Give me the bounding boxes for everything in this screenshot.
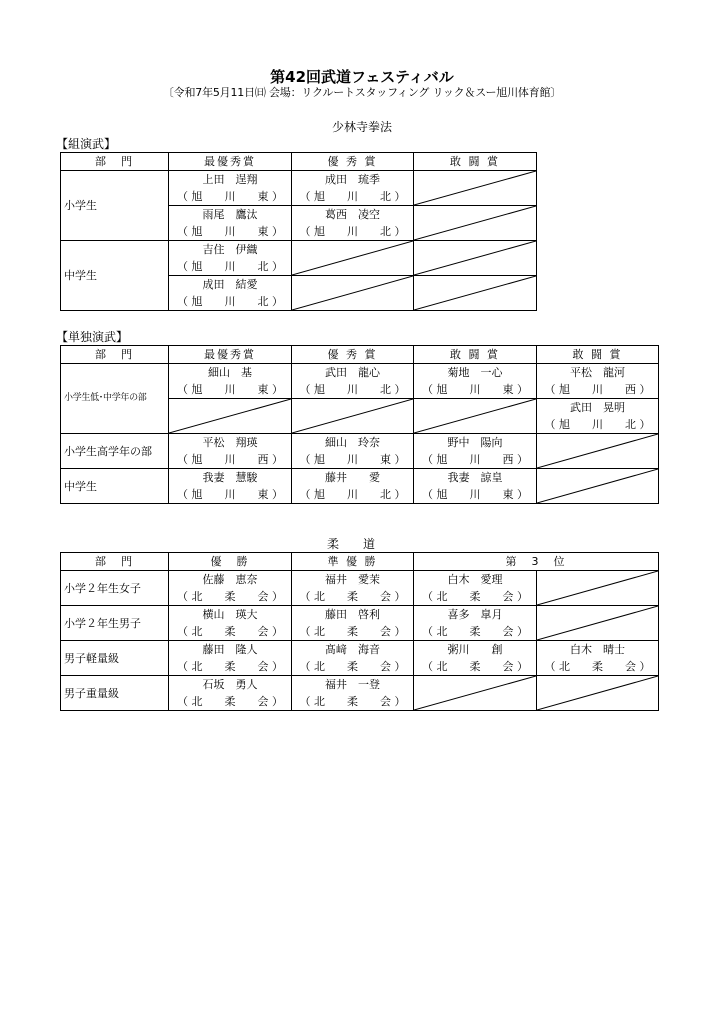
winner-name: 喜多 皐月 <box>414 606 537 624</box>
winner-name: 上田 逞翔 <box>169 171 292 189</box>
table-row <box>61 469 659 487</box>
kumi-enbu-table <box>60 152 537 311</box>
category-cell: 小学生 <box>61 171 169 241</box>
header-third-place: 第 3 位 <box>414 553 659 571</box>
winner-affiliation: （ 旭 川 東 ） <box>414 381 537 399</box>
empty-cell <box>537 571 659 606</box>
empty-cell <box>292 276 414 311</box>
winner-name: 白木 愛理 <box>414 571 537 589</box>
empty-cell <box>414 676 537 711</box>
header-bumon: 部 門 <box>61 346 169 364</box>
winner-name: 葛西 凌空 <box>292 206 414 224</box>
header-kanto: 敢 闘 賞 <box>414 346 537 364</box>
winner-affiliation: （ 旭 川 東 ） <box>169 188 292 206</box>
table-row <box>61 171 537 189</box>
winner-affiliation: （ 旭 川 北 ） <box>169 258 292 276</box>
category-cell: 男子重量級 <box>61 676 169 711</box>
header-saiyushu: 最優秀賞 <box>169 153 292 171</box>
header-bumon: 部 門 <box>61 553 169 571</box>
winner-name: 我妻 諒皇 <box>414 469 537 487</box>
winner-affiliation: （ 北 柔 会 ） <box>169 658 292 676</box>
winner-affiliation: （ 北 柔 会 ） <box>169 693 292 711</box>
winner-affiliation: （ 北 柔 会 ） <box>414 588 537 606</box>
winner-affiliation: （ 旭 川 西 ） <box>414 451 537 469</box>
winner-affiliation: （ 北 柔 会 ） <box>292 623 414 641</box>
winner-affiliation: （ 北 柔 会 ） <box>414 623 537 641</box>
header-junyusho: 準 優 勝 <box>292 553 414 571</box>
category-cell: 中学生 <box>61 469 169 504</box>
winner-name: 武田 龍心 <box>292 364 414 382</box>
winner-name: 成田 琉季 <box>292 171 414 189</box>
page-title: 第42回武道フェスティバル <box>270 68 454 86</box>
category-cell: 小学２年生女子 <box>61 571 169 606</box>
winner-affiliation: （ 旭 川 北 ） <box>292 188 414 206</box>
empty-cell <box>414 241 537 276</box>
empty-cell <box>414 399 537 434</box>
winner-affiliation: （ 北 柔 会 ） <box>537 658 659 676</box>
winner-affiliation: （ 北 柔 会 ） <box>169 623 292 641</box>
winner-name: 藤田 啓利 <box>292 606 414 624</box>
winner-name: 粥川 創 <box>414 641 537 659</box>
winner-affiliation: （ 旭 川 北 ） <box>292 486 414 504</box>
winner-affiliation: （ 旭 川 北 ） <box>537 416 659 434</box>
tandoku-enbu-label: 【単独演武】 <box>56 330 129 344</box>
table-row <box>61 571 659 589</box>
winner-affiliation: （ 北 柔 会 ） <box>292 658 414 676</box>
winner-affiliation: （ 北 柔 会 ） <box>292 588 414 606</box>
table-row <box>61 676 659 694</box>
winner-name: 藤井 愛 <box>292 469 414 487</box>
header-bumon: 部 門 <box>61 153 169 171</box>
winner-name: 細山 基 <box>169 364 292 382</box>
table-row <box>61 241 537 259</box>
table-header-row <box>61 153 537 171</box>
winner-name: 福井 愛茉 <box>292 571 414 589</box>
category-cell: 中学生 <box>61 241 169 311</box>
empty-cell <box>537 469 659 504</box>
header-yushu: 優 秀 賞 <box>292 346 414 364</box>
header-yusho: 優 勝 <box>169 553 292 571</box>
header-yushu: 優 秀 賞 <box>292 153 414 171</box>
empty-cell <box>414 276 537 311</box>
judo-table <box>60 552 659 711</box>
winner-name: 平松 龍河 <box>537 364 659 382</box>
winner-name: 雨尾 鷹汰 <box>169 206 292 224</box>
empty-cell <box>292 399 414 434</box>
winner-affiliation: （ 旭 川 西 ） <box>537 381 659 399</box>
table-header-row <box>61 346 659 364</box>
category-cell: 男子軽量級 <box>61 641 169 676</box>
winner-name: 福井 一登 <box>292 676 414 694</box>
winner-name: 細山 玲奈 <box>292 434 414 452</box>
winner-affiliation: （ 旭 川 東 ） <box>169 381 292 399</box>
header-saiyushu: 最優秀賞 <box>169 346 292 364</box>
winner-affiliation: （ 旭 川 北 ） <box>292 223 414 241</box>
winner-affiliation: （ 北 柔 会 ） <box>414 658 537 676</box>
winner-name: 武田 晃明 <box>537 399 659 417</box>
judo-heading: 柔 道 <box>326 537 375 551</box>
category-cell: 小学生高学年の部 <box>61 434 169 469</box>
empty-cell <box>414 206 537 241</box>
header-kanto: 敢 闘 賞 <box>414 153 537 171</box>
winner-name: 藤田 隆人 <box>169 641 292 659</box>
winner-name: 野中 陽向 <box>414 434 537 452</box>
winner-affiliation: （ 北 柔 会 ） <box>292 693 414 711</box>
winner-affiliation: （ 旭 川 東 ） <box>169 223 292 241</box>
table-row <box>61 364 659 382</box>
winner-affiliation: （ 北 柔 会 ） <box>169 588 292 606</box>
category-cell: 小学２年生男子 <box>61 606 169 641</box>
winner-name: 我妻 慧駿 <box>169 469 292 487</box>
winner-name: 佐藤 恵奈 <box>169 571 292 589</box>
kumi-enbu-label: 【組演武】 <box>56 137 117 151</box>
table-row <box>61 641 659 659</box>
winner-affiliation: （ 旭 川 北 ） <box>292 381 414 399</box>
empty-cell <box>414 171 537 206</box>
empty-cell <box>169 399 292 434</box>
empty-cell <box>292 241 414 276</box>
winner-name: 平松 翔瑛 <box>169 434 292 452</box>
winner-affiliation: （ 旭 川 西 ） <box>169 451 292 469</box>
winner-name: 成田 結愛 <box>169 276 292 294</box>
winner-name: 吉住 伊織 <box>169 241 292 259</box>
shorinji-heading: 少林寺拳法 <box>331 120 392 134</box>
table-row <box>61 434 659 452</box>
winner-name: 菊地 一心 <box>414 364 537 382</box>
winner-name: 石坂 勇人 <box>169 676 292 694</box>
tandoku-enbu-table <box>60 345 659 504</box>
empty-cell <box>537 606 659 641</box>
winner-affiliation: （ 旭 川 北 ） <box>169 293 292 311</box>
empty-cell <box>537 434 659 469</box>
winner-name: 白木 晴士 <box>537 641 659 659</box>
winner-name: 横山 瑛大 <box>169 606 292 624</box>
winner-affiliation: （ 旭 川 東 ） <box>414 486 537 504</box>
table-row <box>61 606 659 624</box>
category-cell: 小学生低･中学年の部 <box>61 364 169 434</box>
header-kanto: 敢 闘 賞 <box>537 346 659 364</box>
winner-affiliation: （ 旭 川 東 ） <box>169 486 292 504</box>
winner-affiliation: （ 旭 川 東 ） <box>292 451 414 469</box>
event-info: 〔令和7年5月11日㈰ 会場：リクルートスタッフィング リック＆スー旭川体育館〕 <box>162 86 562 99</box>
winner-name: 髙﨑 海音 <box>292 641 414 659</box>
empty-cell <box>537 676 659 711</box>
table-header-row <box>61 553 659 571</box>
